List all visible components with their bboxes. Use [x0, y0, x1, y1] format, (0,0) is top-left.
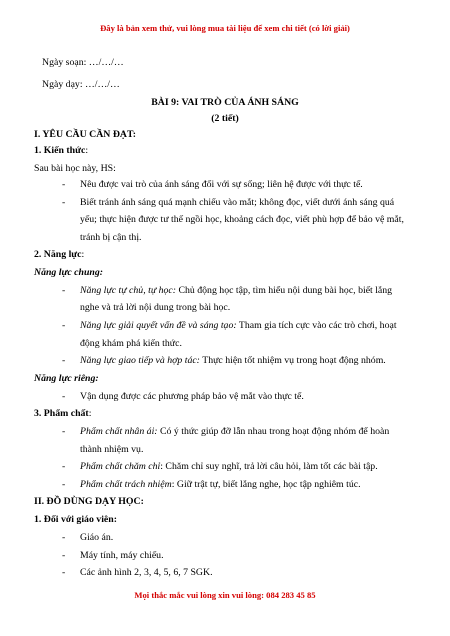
competence-item-3: Năng lực giao tiếp và hợp tác: Thực hiện tốt nhiệm vụ trong hoạt động nhóm. — [80, 355, 386, 366]
quality-item-2: Phẩm chất chăm chỉ: Chăm chỉ suy nghĩ, trả lời câu hỏi, làm tốt các bài tập. — [80, 461, 378, 472]
knowledge-item-1: Nêu được vai trò của ánh sáng đối với sự sống; liên hệ được với thực tế. — [80, 179, 363, 190]
quality-item-1-cont: thành nhiệm vụ. — [80, 444, 144, 455]
bullet-dash: - — [62, 391, 66, 402]
date-prepared: Ngày soạn: …/…/… — [42, 57, 124, 68]
quality-item-1: Phẩm chất nhân ái: Có ý thức giúp đỡ lẫn nhau trong hoạt động nhóm để hoàn — [80, 426, 390, 437]
bullet-dash: - — [62, 197, 66, 208]
knowledge-item-2-line-1: Biết tránh ánh sáng quá mạnh chiếu vào mắt; không đọc, viết dưới ánh sáng quá — [80, 197, 395, 208]
bullet-dash: - — [62, 355, 66, 366]
bullet-dash: - — [62, 285, 66, 296]
quality-item-3: Phẩm chất trách nhiệm: Giữ trật tự, biết lắng nghe, học tập nghiêm túc. — [80, 479, 361, 490]
competence-item-2-cont: động khám phá kiến thức. — [80, 338, 182, 349]
competence-item-1: Năng lực tự chủ, tự học: Chủ động học tập, tìm hiểu nội dung bài học, biết lắng — [80, 285, 393, 296]
bullet-dash: - — [62, 567, 66, 578]
teacher-item-1: Giáo án. — [80, 532, 114, 543]
preview-banner-top: Đây là bản xem thử, vui lòng mua tài liệu để xem chi tiết (có lời giải) — [100, 23, 350, 33]
contact-banner-bottom: Mọi thắc mắc vui lòng xin vui lòng: 084 283 45 85 — [134, 590, 316, 600]
subheading-knowledge: 1. Kiến thức: — [34, 145, 89, 156]
subheading-competence: 2. Năng lực: — [34, 249, 85, 260]
bullet-dash: - — [62, 461, 66, 472]
bullet-dash: - — [62, 179, 66, 190]
specific-competence-label: Năng lực riêng: — [34, 373, 99, 384]
knowledge-item-2-line-3: tránh bị cận thị. — [80, 232, 142, 243]
bullet-dash: - — [62, 550, 66, 561]
competence-item-1-cont: nghe và trả lời nội dung trong bài học. — [80, 302, 231, 313]
teacher-item-3: Các ảnh hình 2, 3, 4, 5, 6, 7 SGK. — [80, 567, 213, 578]
knowledge-item-2-line-2: yếu; thực hiện được tư thế ngồi học, khoảng cách đọc, viết phù hợp để bảo vệ mắt, — [80, 214, 404, 225]
subheading-teacher: 1. Đối với giáo viên: — [34, 514, 117, 525]
date-taught: Ngày dạy: …/…/… — [42, 79, 120, 90]
bullet-dash: - — [62, 426, 66, 437]
section-heading-materials: II. ĐỒ DÙNG DẠY HỌC: — [34, 496, 144, 507]
bullet-dash: - — [62, 532, 66, 543]
competence-item-2: Năng lực giải quyết vấn đề và sáng tạo: Tham gia tích cực vào các trò chơi, hoạt — [80, 320, 397, 331]
specific-competence-item-1: Vận dụng được các phương pháp bảo vệ mắt vào thực tế. — [80, 391, 304, 402]
subheading-qualities: 3. Phẩm chất: — [34, 408, 92, 419]
lesson-subtitle: (2 tiết) — [211, 113, 239, 124]
bullet-dash: - — [62, 320, 66, 331]
general-competence-label: Năng lực chung: — [34, 267, 104, 278]
lesson-title: BÀI 9: VAI TRÒ CỦA ÁNH SÁNG — [151, 97, 299, 108]
teacher-item-2: Máy tính, máy chiếu. — [80, 550, 164, 561]
knowledge-intro: Sau bài học này, HS: — [34, 163, 116, 174]
section-heading-requirements: I. YÊU CẦU CẦN ĐẠT: — [34, 129, 137, 140]
bullet-dash: - — [62, 479, 66, 490]
